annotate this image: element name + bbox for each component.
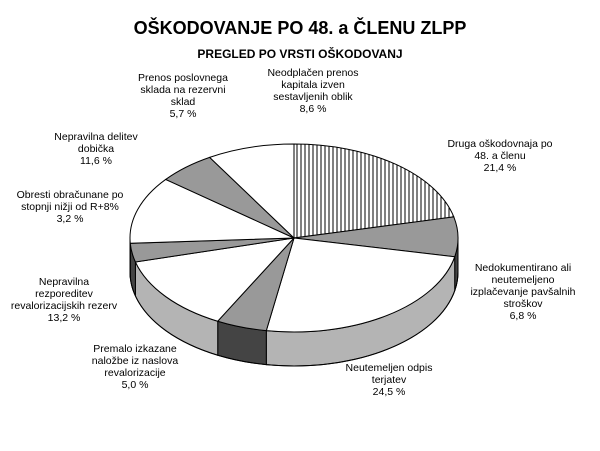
pie-tops bbox=[130, 144, 458, 332]
slice-label-line: rezporeditev bbox=[35, 288, 93, 300]
slice-value-label: 5,0 % bbox=[121, 379, 149, 391]
slice-label-line: Prenos poslovnega bbox=[138, 72, 228, 84]
slice-label-line: Premalo izkazane bbox=[93, 343, 177, 355]
slice-value-label: 6,8 % bbox=[509, 310, 537, 322]
chart-subtitle: PREGLED PO VRSTI OŠKODOVANJ bbox=[197, 47, 403, 61]
slice-label bbox=[470, 262, 575, 322]
slice-value-label: 3,2 % bbox=[56, 213, 84, 225]
slice-label bbox=[267, 67, 358, 115]
slice-label-line: naložbe iz naslova bbox=[91, 355, 179, 367]
slice-label-line: 48. a členu bbox=[474, 150, 526, 162]
slice-label bbox=[11, 276, 118, 324]
slice-label-line: neutemeljeno bbox=[491, 274, 555, 286]
slice-label bbox=[346, 362, 433, 398]
slice-label bbox=[17, 189, 124, 225]
slice-label-line: Nedokumentirano ali bbox=[474, 262, 572, 274]
slice-label-line: izplačevanje pavšalnih bbox=[470, 286, 576, 298]
slice-label-line: Druga oškodovnaja po bbox=[447, 138, 553, 150]
slice-label-line: revalorizacijskih rezerv bbox=[10, 300, 118, 312]
slice-value-label: 24,5 % bbox=[372, 386, 406, 398]
slice-label-line: Nepravilna bbox=[38, 276, 90, 288]
slice-label-line: sestavljenih oblik bbox=[273, 91, 353, 103]
slice-label-line: Nepravilna delitev bbox=[54, 131, 138, 143]
slice-label bbox=[138, 72, 228, 120]
slice-value-label: 8,6 % bbox=[299, 103, 327, 115]
slice-label-line: kapitala izven bbox=[281, 79, 345, 91]
slice-label-line: Neutemeljen odpis bbox=[345, 362, 433, 374]
slice-label-line: dobička bbox=[77, 143, 115, 155]
slice-label-line: Neodplačen prenos bbox=[267, 67, 359, 79]
slice-label-line: stroškov bbox=[503, 298, 543, 310]
slice-label bbox=[54, 131, 138, 167]
slice-label-line: terjatev bbox=[371, 374, 407, 386]
slice-value-label: 13,2 % bbox=[47, 312, 81, 324]
slice-label-line: sklada na rezervni bbox=[140, 84, 226, 96]
slice-label bbox=[92, 343, 179, 391]
slice-value-label: 11,6 % bbox=[80, 155, 112, 167]
slice-value-label: 21,4 % bbox=[483, 162, 517, 174]
slice-label-line: sklad bbox=[170, 96, 196, 108]
slice-value-label: 5,7 % bbox=[169, 108, 197, 120]
slice-label-line: stopnji nižji od R+8% bbox=[21, 201, 119, 213]
chart-title: OŠKODOVANJE PO 48. a ČLENU ZLPP bbox=[133, 18, 467, 38]
slice-label-line: Obresti obračunane po bbox=[16, 189, 124, 201]
slice-label bbox=[447, 138, 552, 174]
slice-label-line: revalorizacije bbox=[104, 367, 166, 379]
